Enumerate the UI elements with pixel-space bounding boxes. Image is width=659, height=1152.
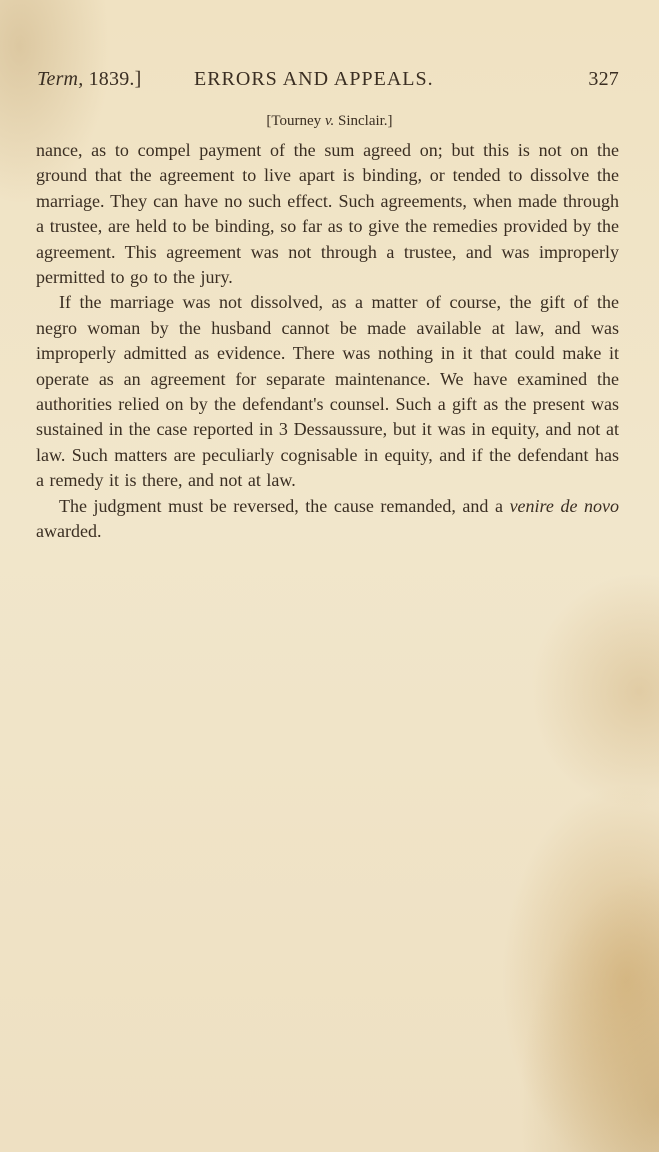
term-year: 1839.]: [83, 68, 142, 90]
paragraph-judgment: [36, 494, 619, 545]
running-head: [37, 68, 619, 98]
body-text: [36, 138, 619, 545]
term-word: Term,: [37, 68, 84, 90]
case-reference: [0, 113, 659, 130]
page-number: 327: [588, 68, 619, 90]
case-reference-versus: v.: [324, 113, 335, 129]
case-reference-defendant: Sinclair.]: [334, 113, 393, 129]
term-label: [37, 68, 141, 91]
paragraph-continued: nance, as to compel payment of the sum agreed on; but this is not on the ground that the agreement to live apart is binding, or tended to dissolve the marriage. They can have no such effect. Such agreements, when made through a trustee, are held to be binding, so far as to give the remedies provided by the agreement. This agreement was not through a trustee, and was improperly permitted to go to the jury.: [36, 140, 619, 288]
judgment-end: awarded.: [36, 521, 102, 542]
judgment-writ: venire de novo: [509, 495, 619, 516]
paragraph-marriage: If the marriage was not dissolved, as a matter of course, the gift of the negro woman by the husband cannot be made available at law, and was improperly admitted as evidence. There was nothing in it that could make it operate as an agreement for separate maintenance. We have examined the authorities relied on by the defendant's counsel. Such a gift as the present was sustained in the case reported in 3 Dessaussure, but it was in equity, and not at law. Such matters are peculiarly cognisable in equity, and if the defendant has a remedy it is there, and not at law.: [36, 292, 619, 491]
judgment-text: The judgment must be reversed, the cause remanded, and a: [59, 495, 510, 516]
case-reference-plaintiff: [Tourney: [266, 113, 325, 129]
running-title: ERRORS AND APPEALS.: [194, 68, 434, 90]
